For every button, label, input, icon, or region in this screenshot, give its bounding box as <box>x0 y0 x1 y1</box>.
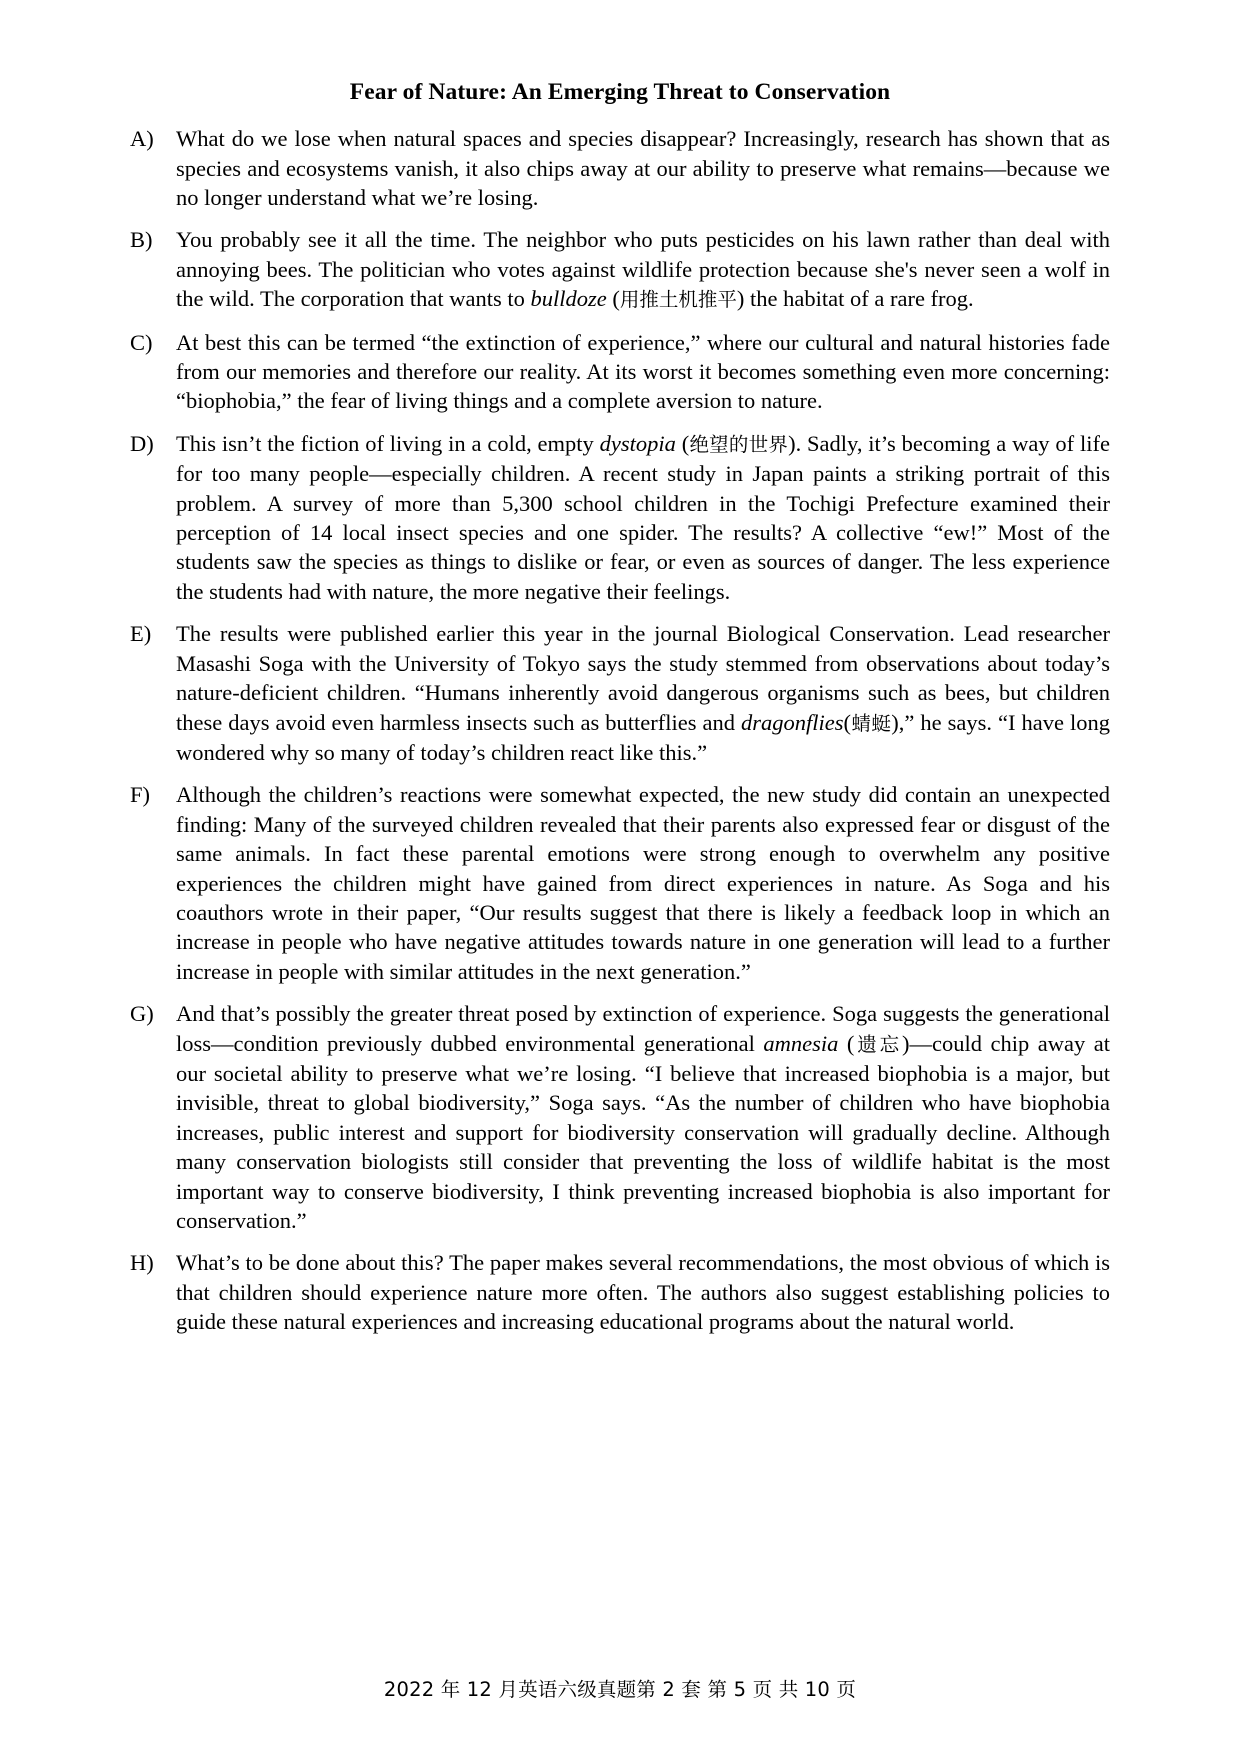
article-body <box>130 124 1110 1336</box>
paragraph-text <box>176 429 1110 606</box>
text-run: You probably see it all the time. The neighbor who puts pesticides on his lawn rather than deal with annoying bees. The politician who votes against wildlife protection because she's never seen a wolf in the wild. The corporation that wants to <box>176 227 1110 312</box>
paragraph-label: G) <box>130 1001 154 1027</box>
paragraph-label: D) <box>130 430 154 456</box>
text-run: ) the habitat of a rare frog. <box>736 286 974 312</box>
paragraph-text <box>176 999 1110 1235</box>
text-run: ( <box>606 286 620 312</box>
paragraph-text: Although the children’s reactions were somewhat expected, the new study did contain an unexpected finding: Many of the surveyed children revealed that their parents also expressed fear or disgust of the same animals. In fact these parental emotions were strong enough to overwhelm any positive experiences the children might have gained from direct experiences in nature. As Soga and his coauthors wrote in their paper, “Our results suggest that there is likely a feedback loop in which an increase in people who have negative attitudes towards nature in one generation will lead to a further increase in people with similar attitudes in the next generation.” <box>176 782 1110 984</box>
chinese-gloss: 绝望的世界 <box>689 432 789 456</box>
paragraph-label: E) <box>130 621 152 647</box>
text-run: And that’s possibly the greater threat posed by extinction of experience. Soga suggests the generational loss—condition previously dubbed environmental generational <box>176 1001 1110 1056</box>
chinese-gloss: 遗忘 <box>854 1032 903 1056</box>
text-run: The results were published earlier this year in the journal Biological Conservation. Lead researcher Masashi Soga with the University of Tokyo says the study stemmed from observations about today’s nature-deficient children. “Humans inherently avoid dangerous organisms such as bees, but children these days avoid even harmless insects such as butterflies and <box>176 621 1110 735</box>
paragraph-text: What’s to be done about this? The paper makes several recommendations, the most obvious of which is that children should experience nature more often. The authors also suggest establishing policies to guide these natural experiences and increasing educational programs about the natural world. <box>176 1250 1110 1335</box>
paragraph-text: At best this can be termed “the extinction of experience,” where our cultural and natural histories fade from our memories and therefore our reality. At its worst it becomes something even more concerning: “biophobia,” the fear of living things and a complete aversion to nature. <box>176 329 1110 414</box>
italic-term: dragonflies <box>741 709 844 735</box>
paragraph-text <box>176 225 1110 314</box>
text-run: This isn’t the fiction of living in a cold, empty <box>176 430 600 456</box>
text-run: ),” he says. “I have long wondered why so many of today’s children react like this.” <box>176 709 1110 765</box>
paragraph <box>130 1248 1110 1336</box>
paragraph-label: C) <box>130 329 153 355</box>
italic-term: dystopia <box>599 430 676 456</box>
chinese-gloss: 用推土机推平 <box>619 288 737 312</box>
paragraph-label: F) <box>130 782 151 808</box>
italic-term: bulldoze <box>530 286 607 312</box>
paragraph <box>130 429 1110 606</box>
text-run: ( <box>675 430 690 456</box>
paragraph <box>130 328 1110 416</box>
paragraph-label: A) <box>130 126 154 152</box>
paragraph <box>130 124 1110 212</box>
paragraph-label: B) <box>130 227 153 253</box>
paragraph <box>130 619 1110 767</box>
text-run: ). Sadly, it’s becoming a way of life for too many people—especially children. A recent study in Japan paints a striking portrait of this problem. A survey of more than 5,300 school children in the Tochigi Prefecture examined their perception of 14 local insect species and one spider. The results? A collective “ew!” Most of the students saw the species as things to dislike or fear, or even as sources of danger. The less experience the students had with nature, the more negative their feelings. <box>176 430 1110 604</box>
paragraph <box>130 780 1110 986</box>
paragraph-label: H) <box>130 1250 154 1276</box>
paragraph <box>130 999 1110 1235</box>
paragraph-text <box>176 619 1110 767</box>
page-title: Fear of Nature: An Emerging Threat to Conservation <box>349 79 891 105</box>
text-run: ( <box>843 709 852 735</box>
paragraph-text: What do we lose when natural spaces and species disappear? Increasingly, research has shown that as species and ecosystems vanish, it also chips away at our ability to preserve what remains—because we no longer understand what we’re losing. <box>176 126 1110 210</box>
text-run: ( <box>838 1030 855 1056</box>
page-footer: 2022 年 12 月英语六级真题第 2 套 第 5 页 共 10 页 <box>383 1678 857 1701</box>
chinese-gloss: 蜻蜓 <box>851 711 892 735</box>
italic-term: amnesia <box>763 1030 839 1056</box>
text-run: )—could chip away at our societal ability to preserve what we’re losing. “I believe that increased biophobia is a major, but invisible, threat to global biodiversity,” Soga says. “As the number of children who have biophobia increases, public interest and support for biodiversity conservation will gradually decline. Although many conservation biologists still consider that preventing the loss of wildlife habitat is the most important way to conserve biodiversity, I think preventing increased biophobia is also important for conservation.” <box>176 1030 1110 1233</box>
paragraph <box>130 225 1110 314</box>
